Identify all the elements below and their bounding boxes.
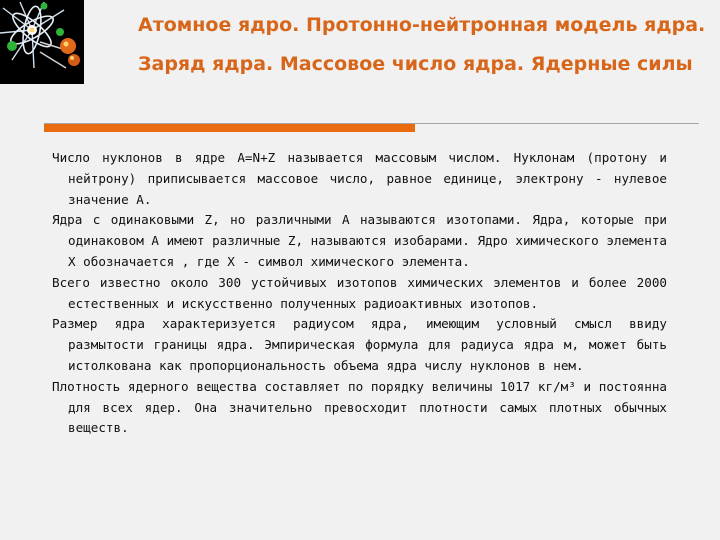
paragraph-nucleus-size: Размер ядра характеризуется радиусом ядра, имеющим условный смысл ввиду размытости границы ядра. Эмпирическая формула для радиуса ядра м, может быть истолкована как пропорциональность объема ядра числу нуклонов в нем. bbox=[52, 316, 667, 373]
accent-bar bbox=[44, 124, 415, 132]
slide-title: Атомное ядро. Протонно-нейтронная модель ядра. Заряд ядра. Массовое число ядра. Ядерные силы bbox=[138, 14, 706, 75]
slide-body bbox=[52, 148, 667, 439]
paragraph-isotopes: Ядра с одинаковыми Z, но различными А называются изотопами. Ядра, которые при одинаковом А имеют различные Z, называются изобарами. Ядро химического элемента Х обозначается , где Х - символ химического элемента. bbox=[52, 212, 667, 269]
paragraph-mass-number: Число нуклонов в ядре А=N+Z называется массовым числом. Нуклонам (протону и нейтрону) приписывается массовое число, равное единице, электрону - нулевое значение А. bbox=[52, 150, 667, 207]
atom-icon bbox=[0, 0, 84, 84]
paragraph-stable-isotopes: Всего известно около 300 устойчивых изотопов химических элементов и более 2000 естественных и искусственно полученных радиоактивных изотопов. bbox=[52, 274, 667, 311]
paragraph-nuclear-density: Плотность ядерного вещества составляет по порядку величины 1017 кг/м³ и постоянна для всех ядер. Она значительно превосходит плотности самых плотных обычных веществ. bbox=[52, 378, 667, 436]
